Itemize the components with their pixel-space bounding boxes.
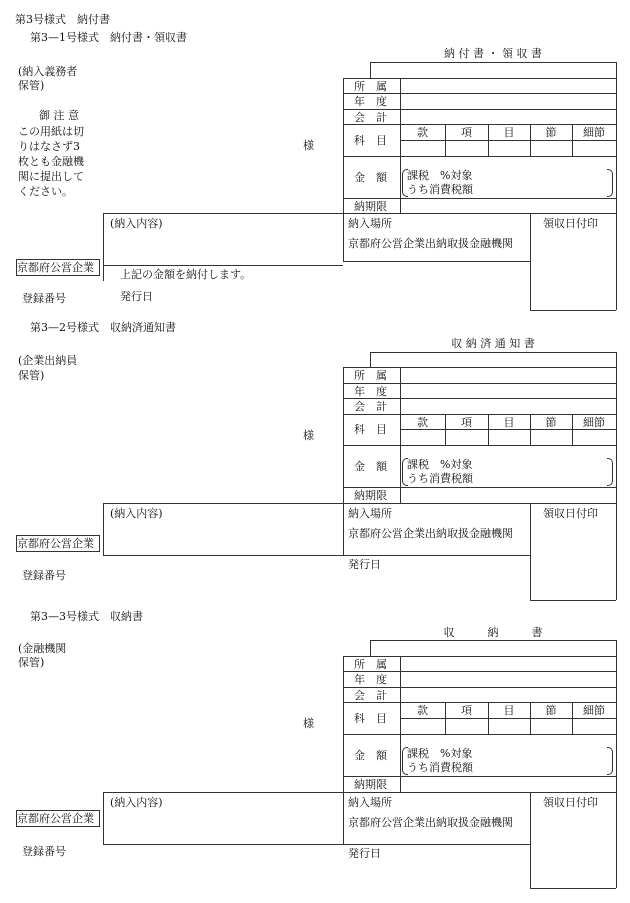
tax-consumption-label: うち消費税額 — [407, 472, 473, 485]
receipt-stamp-label: 領収日付印 — [543, 217, 598, 230]
section-subtitle: 第3—1号様式 納付書・領収書 — [30, 31, 187, 44]
kou-header: 項 — [461, 416, 472, 429]
document-title: 納 付 書 ・ 領 収 書 — [444, 47, 542, 60]
moku-header: 目 — [503, 416, 515, 429]
tax-bracket-right — [607, 458, 613, 486]
shozoku-label: 所 属 — [354, 658, 387, 671]
kaikei-label: 会 計 — [354, 689, 387, 702]
tax-consumption-label: うち消費税額 — [407, 183, 473, 196]
moku-header: 目 — [503, 704, 515, 717]
kamoku-label: 科 目 — [354, 712, 387, 725]
notice-line: この用紙は切 — [18, 125, 84, 138]
place-value: 京都府公営企業出納取扱金融機関 — [348, 237, 513, 250]
nouki-label: 納期限 — [354, 489, 387, 502]
nendo-label: 年 度 — [354, 95, 387, 108]
keeper-label-2: 保管) — [18, 369, 45, 382]
content-label: (納入内容) — [110, 217, 163, 230]
notice-line: ください。 — [18, 185, 73, 198]
document-title: 収 納 書 — [443, 626, 543, 639]
reg-no-label: 登録番号 — [22, 292, 66, 305]
sama-label: 様 — [303, 139, 314, 152]
issue-date-label: 発行日 — [348, 558, 381, 571]
kaikei-label: 会 計 — [354, 400, 387, 413]
kou-header: 項 — [461, 126, 472, 139]
tax-bracket-right — [607, 169, 613, 197]
document-title: 収 納 済 通 知 書 — [451, 337, 535, 350]
notice-line: 関に提出して — [18, 170, 84, 183]
place-value: 京都府公営企業出納取扱金融機関 — [348, 816, 513, 829]
saimoku-header: 細節 — [583, 704, 605, 717]
kan-header: 款 — [417, 126, 428, 139]
saimoku-header: 細節 — [583, 416, 605, 429]
receipt-stamp-label: 領収日付印 — [543, 796, 598, 809]
kamoku-label: 科 目 — [354, 423, 387, 436]
shozoku-label: 所 属 — [354, 369, 387, 382]
section-subtitle: 第3—2号様式 収納済通知書 — [30, 321, 176, 334]
content-label: (納入内容) — [110, 796, 163, 809]
issue-date-label: 発行日 — [348, 847, 381, 860]
shozoku-label: 所 属 — [354, 80, 387, 93]
keeper-label-2: 保管) — [18, 656, 45, 669]
notice-line: 枚とも金融機 — [18, 155, 84, 168]
nouki-label: 納期限 — [354, 778, 387, 791]
section-subtitle: 第3—3号様式 収納書 — [30, 610, 143, 623]
keeper-label-2: 保管) — [18, 79, 45, 92]
kingaku-label: 金 額 — [354, 460, 387, 473]
moku-header: 目 — [503, 126, 515, 139]
statement: 上記の金額を納付します。 — [120, 268, 252, 281]
tax-label: 課税 %対象 — [407, 747, 473, 760]
nendo-label: 年 度 — [354, 673, 387, 686]
kamoku-label: 科 目 — [354, 134, 387, 147]
company-name: 京都府公営企業 — [17, 537, 94, 550]
place-label: 納入場所 — [348, 507, 392, 520]
place-label: 納入場所 — [348, 217, 392, 230]
company-name: 京都府公営企業 — [17, 812, 94, 825]
kingaku-label: 金 額 — [354, 171, 387, 184]
tax-bracket-right — [607, 747, 613, 775]
form-number: 第3号様式 納付書 — [15, 13, 110, 26]
reg-no-label: 登録番号 — [22, 569, 66, 582]
notice-line: りはなさず3 — [18, 140, 80, 153]
kou-header: 項 — [461, 704, 472, 717]
tax-label: 課税 %対象 — [407, 458, 473, 471]
nendo-label: 年 度 — [354, 385, 387, 398]
company-name: 京都府公営企業 — [17, 261, 94, 274]
keeper-label: (金融機関 — [18, 642, 67, 655]
setsu-header: 節 — [545, 126, 557, 139]
kingaku-label: 金 額 — [354, 749, 387, 762]
reg-no-label: 登録番号 — [22, 845, 66, 858]
notice-title: 御 注 意 — [39, 109, 79, 122]
setsu-header: 節 — [545, 416, 557, 429]
sama-label: 様 — [303, 429, 314, 442]
nouki-label: 納期限 — [354, 200, 387, 213]
issue-date-label: 発行日 — [120, 290, 153, 303]
keeper-label: (企業出納員 — [18, 354, 78, 367]
setsu-header: 節 — [545, 704, 557, 717]
content-label: (納入内容) — [110, 507, 163, 520]
saimoku-header: 細節 — [583, 126, 605, 139]
place-label: 納入場所 — [348, 796, 392, 809]
sama-label: 様 — [303, 717, 314, 730]
receipt-stamp-label: 領収日付印 — [543, 507, 598, 520]
kan-header: 款 — [417, 704, 428, 717]
place-value: 京都府公営企業出納取扱金融機関 — [348, 527, 513, 540]
tax-label: 課税 %対象 — [407, 169, 473, 182]
tax-consumption-label: うち消費税額 — [407, 761, 473, 774]
kan-header: 款 — [417, 416, 428, 429]
keeper-label: (納入義務者 — [18, 65, 78, 78]
kaikei-label: 会 計 — [354, 111, 387, 124]
